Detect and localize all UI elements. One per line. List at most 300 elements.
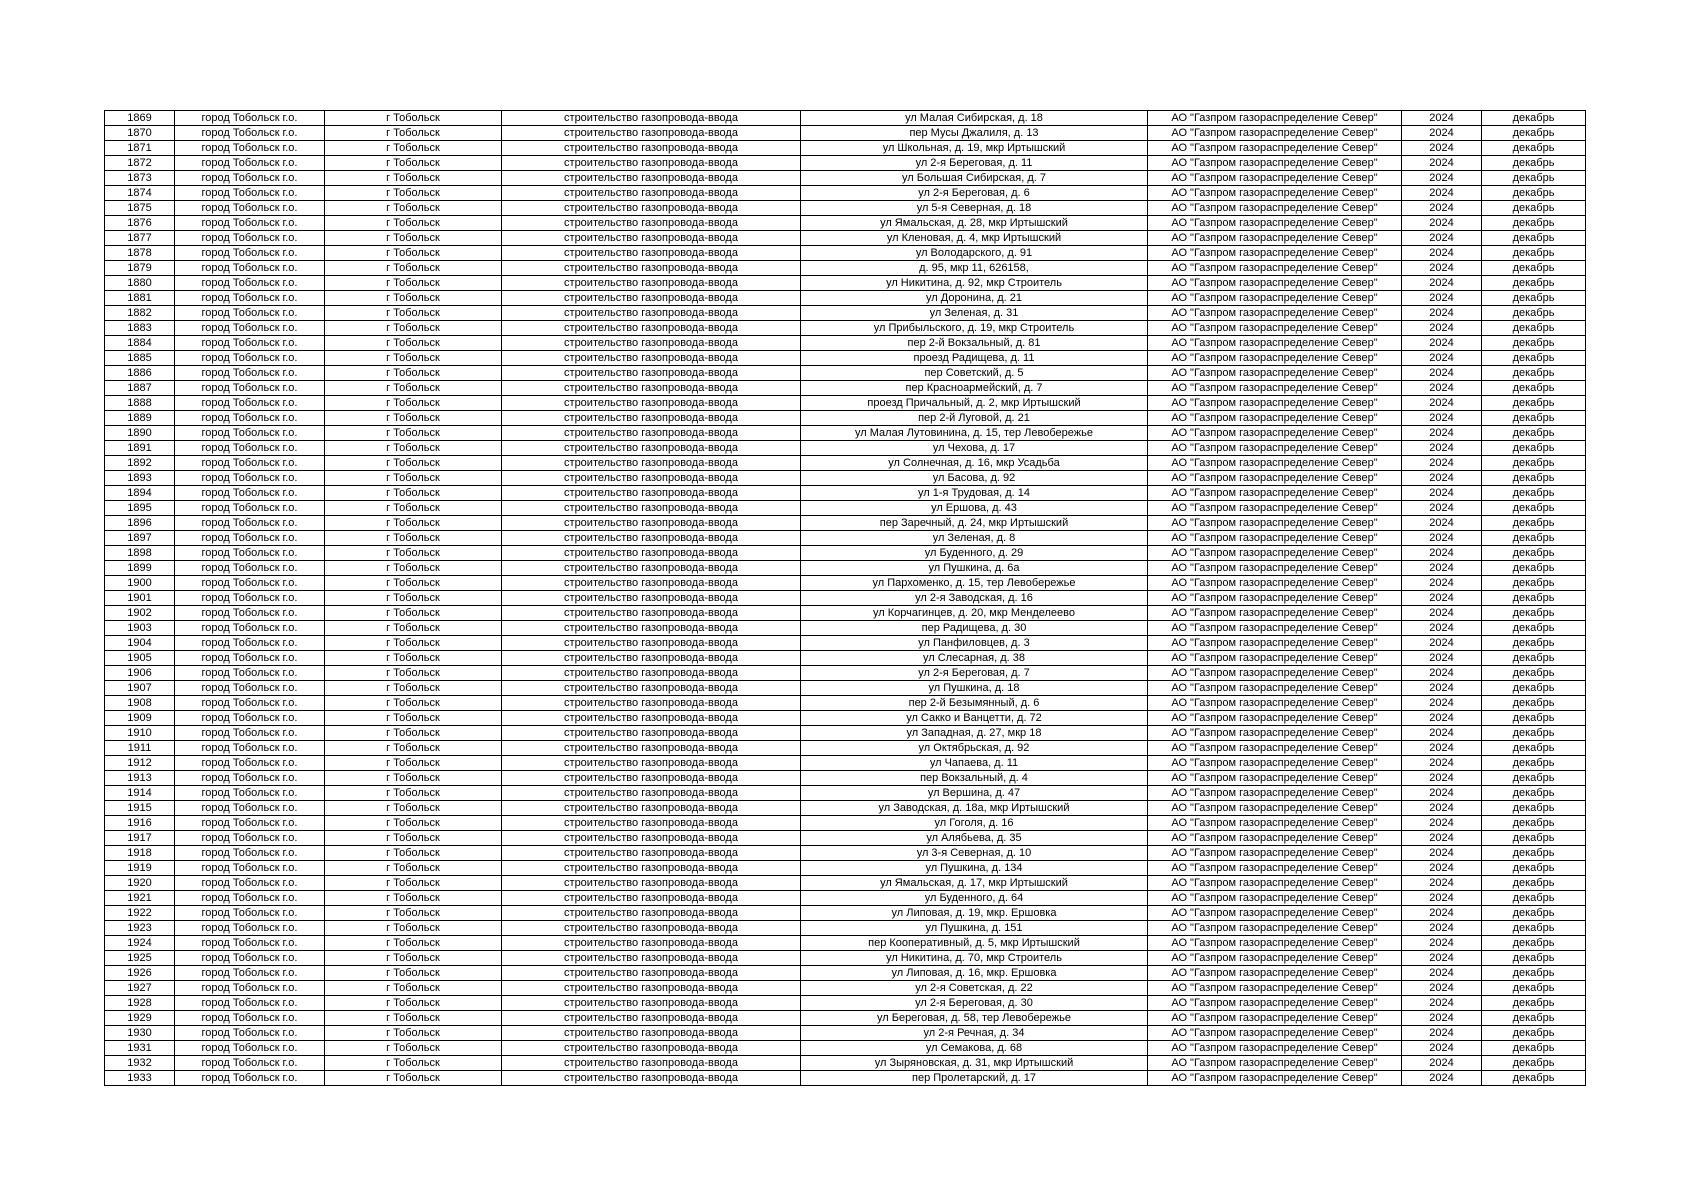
row-number-cell: 1892 [105,456,175,471]
year-cell: 2024 [1402,291,1482,306]
organization-cell: АО "Газпром газораспределение Север" [1148,921,1402,936]
municipality-cell: город Тобольск г.о. [175,531,325,546]
row-number-cell: 1895 [105,501,175,516]
settlement-cell: г Тобольск [325,996,502,1011]
table-row [105,801,1586,816]
row-number-cell: 1894 [105,486,175,501]
work-type-cell: строительство газопровода-ввода [502,276,801,291]
year-cell: 2024 [1402,591,1482,606]
table-row [105,1011,1586,1026]
year-cell: 2024 [1402,801,1482,816]
organization-cell: АО "Газпром газораспределение Север" [1148,696,1402,711]
table-row [105,831,1586,846]
row-number-cell: 1900 [105,576,175,591]
settlement-cell: г Тобольск [325,921,502,936]
municipality-cell: город Тобольск г.о. [175,186,325,201]
table-row [105,576,1586,591]
settlement-cell: г Тобольск [325,1056,502,1071]
work-type-cell: строительство газопровода-ввода [502,471,801,486]
organization-cell: АО "Газпром газораспределение Север" [1148,651,1402,666]
month-cell: декабрь [1482,666,1586,681]
month-cell: декабрь [1482,111,1586,126]
settlement-cell: г Тобольск [325,546,502,561]
month-cell: декабрь [1482,681,1586,696]
work-type-cell: строительство газопровода-ввода [502,216,801,231]
address-cell: пер Вокзальный, д. 4 [801,771,1148,786]
organization-cell: АО "Газпром газораспределение Север" [1148,741,1402,756]
work-type-cell: строительство газопровода-ввода [502,1041,801,1056]
work-type-cell: строительство газопровода-ввода [502,396,801,411]
settlement-cell: г Тобольск [325,351,502,366]
address-cell: ул Заводская, д. 18а, мкр Иртышский [801,801,1148,816]
row-number-cell: 1913 [105,771,175,786]
month-cell: декабрь [1482,981,1586,996]
month-cell: декабрь [1482,366,1586,381]
address-cell: ул 3-я Северная, д. 10 [801,846,1148,861]
row-number-cell: 1879 [105,261,175,276]
work-type-cell: строительство газопровода-ввода [502,936,801,951]
municipality-cell: город Тобольск г.о. [175,396,325,411]
year-cell: 2024 [1402,1056,1482,1071]
row-number-cell: 1890 [105,426,175,441]
address-cell: пер Советский, д. 5 [801,366,1148,381]
organization-cell: АО "Газпром газораспределение Север" [1148,501,1402,516]
organization-cell: АО "Газпром газораспределение Север" [1148,441,1402,456]
organization-cell: АО "Газпром газораспределение Север" [1148,531,1402,546]
year-cell: 2024 [1402,111,1482,126]
municipality-cell: город Тобольск г.о. [175,966,325,981]
table-row [105,636,1586,651]
table-row [105,816,1586,831]
organization-cell: АО "Газпром газораспределение Север" [1148,306,1402,321]
month-cell: декабрь [1482,141,1586,156]
municipality-cell: город Тобольск г.о. [175,651,325,666]
address-cell: ул Никитина, д. 92, мкр Строитель [801,276,1148,291]
work-type-cell: строительство газопровода-ввода [502,366,801,381]
settlement-cell: г Тобольск [325,441,502,456]
organization-cell: АО "Газпром газораспределение Север" [1148,951,1402,966]
row-number-cell: 1914 [105,786,175,801]
month-cell: декабрь [1482,381,1586,396]
settlement-cell: г Тобольск [325,531,502,546]
work-type-cell: строительство газопровода-ввода [502,831,801,846]
work-type-cell: строительство газопровода-ввода [502,861,801,876]
month-cell: декабрь [1482,771,1586,786]
work-type-cell: строительство газопровода-ввода [502,651,801,666]
organization-cell: АО "Газпром газораспределение Север" [1148,231,1402,246]
work-type-cell: строительство газопровода-ввода [502,606,801,621]
month-cell: декабрь [1482,456,1586,471]
organization-cell: АО "Газпром газораспределение Север" [1148,246,1402,261]
organization-cell: АО "Газпром газораспределение Север" [1148,996,1402,1011]
month-cell: декабрь [1482,846,1586,861]
year-cell: 2024 [1402,876,1482,891]
year-cell: 2024 [1402,201,1482,216]
month-cell: декабрь [1482,201,1586,216]
settlement-cell: г Тобольск [325,666,502,681]
settlement-cell: г Тобольск [325,261,502,276]
settlement-cell: г Тобольск [325,216,502,231]
municipality-cell: город Тобольск г.о. [175,201,325,216]
settlement-cell: г Тобольск [325,396,502,411]
year-cell: 2024 [1402,816,1482,831]
settlement-cell: г Тобольск [325,471,502,486]
organization-cell: АО "Газпром газораспределение Север" [1148,426,1402,441]
work-type-cell: строительство газопровода-ввода [502,771,801,786]
address-cell: ул 2-я Береговая, д. 7 [801,666,1148,681]
year-cell: 2024 [1402,306,1482,321]
organization-cell: АО "Газпром газораспределение Север" [1148,516,1402,531]
work-type-cell: строительство газопровода-ввода [502,591,801,606]
settlement-cell: г Тобольск [325,696,502,711]
row-number-cell: 1922 [105,906,175,921]
settlement-cell: г Тобольск [325,591,502,606]
settlement-cell: г Тобольск [325,576,502,591]
organization-cell: АО "Газпром газораспределение Север" [1148,831,1402,846]
organization-cell: АО "Газпром газораспределение Север" [1148,111,1402,126]
month-cell: декабрь [1482,1011,1586,1026]
year-cell: 2024 [1402,501,1482,516]
table-row [105,651,1586,666]
work-type-cell: строительство газопровода-ввода [502,381,801,396]
municipality-cell: город Тобольск г.о. [175,471,325,486]
address-cell: пер Пролетарский, д. 17 [801,1071,1148,1086]
municipality-cell: город Тобольск г.о. [175,516,325,531]
month-cell: декабрь [1482,951,1586,966]
year-cell: 2024 [1402,246,1482,261]
year-cell: 2024 [1402,171,1482,186]
year-cell: 2024 [1402,231,1482,246]
address-cell: ул Буденного, д. 64 [801,891,1148,906]
address-cell: ул Октябрьская, д. 92 [801,741,1148,756]
row-number-cell: 1888 [105,396,175,411]
month-cell: декабрь [1482,786,1586,801]
address-cell: ул 2-я Заводская, д. 16 [801,591,1148,606]
organization-cell: АО "Газпром газораспределение Север" [1148,1041,1402,1056]
month-cell: декабрь [1482,156,1586,171]
row-number-cell: 1928 [105,996,175,1011]
settlement-cell: г Тобольск [325,426,502,441]
year-cell: 2024 [1402,891,1482,906]
table-row [105,366,1586,381]
row-number-cell: 1869 [105,111,175,126]
municipality-cell: город Тобольск г.о. [175,816,325,831]
row-number-cell: 1872 [105,156,175,171]
year-cell: 2024 [1402,906,1482,921]
municipality-cell: город Тобольск г.о. [175,786,325,801]
municipality-cell: город Тобольск г.о. [175,1056,325,1071]
organization-cell: АО "Газпром газораспределение Север" [1148,471,1402,486]
month-cell: декабрь [1482,576,1586,591]
row-number-cell: 1918 [105,846,175,861]
municipality-cell: город Тобольск г.о. [175,636,325,651]
settlement-cell: г Тобольск [325,186,502,201]
month-cell: декабрь [1482,306,1586,321]
address-cell: ул Малая Сибирская, д. 18 [801,111,1148,126]
year-cell: 2024 [1402,516,1482,531]
work-type-cell: строительство газопровода-ввода [502,1026,801,1041]
settlement-cell: г Тобольск [325,156,502,171]
table-row [105,756,1586,771]
settlement-cell: г Тобольск [325,381,502,396]
row-number-cell: 1877 [105,231,175,246]
work-type-cell: строительство газопровода-ввода [502,426,801,441]
organization-cell: АО "Газпром газораспределение Север" [1148,711,1402,726]
table-row [105,486,1586,501]
settlement-cell: г Тобольск [325,936,502,951]
month-cell: декабрь [1482,891,1586,906]
month-cell: декабрь [1482,561,1586,576]
work-type-cell: строительство газопровода-ввода [502,126,801,141]
row-number-cell: 1880 [105,276,175,291]
year-cell: 2024 [1402,861,1482,876]
municipality-cell: город Тобольск г.о. [175,156,325,171]
table-row [105,891,1586,906]
table-row [105,516,1586,531]
month-cell: декабрь [1482,756,1586,771]
year-cell: 2024 [1402,141,1482,156]
year-cell: 2024 [1402,996,1482,1011]
year-cell: 2024 [1402,1011,1482,1026]
address-cell: ул Ямальская, д. 17, мкр Иртышский [801,876,1148,891]
address-cell: ул Чапаева, д. 11 [801,756,1148,771]
row-number-cell: 1899 [105,561,175,576]
settlement-cell: г Тобольск [325,876,502,891]
month-cell: декабрь [1482,531,1586,546]
address-cell: ул 2-я Советская, д. 22 [801,981,1148,996]
address-cell: ул Малая Лутовинина, д. 15, тер Левобережье [801,426,1148,441]
municipality-cell: город Тобольск г.о. [175,366,325,381]
work-type-cell: строительство газопровода-ввода [502,756,801,771]
year-cell: 2024 [1402,786,1482,801]
year-cell: 2024 [1402,411,1482,426]
work-type-cell: строительство газопровода-ввода [502,951,801,966]
work-type-cell: строительство газопровода-ввода [502,981,801,996]
table-row [105,786,1586,801]
table-row [105,321,1586,336]
row-number-cell: 1931 [105,1041,175,1056]
settlement-cell: г Тобольск [325,306,502,321]
year-cell: 2024 [1402,156,1482,171]
table-row [105,1071,1586,1086]
address-cell: ул Пархоменко, д. 15, тер Левобережье [801,576,1148,591]
settlement-cell: г Тобольск [325,1041,502,1056]
table-row [105,951,1586,966]
address-cell: проезд Причальный, д. 2, мкр Иртышский [801,396,1148,411]
organization-cell: АО "Газпром газораспределение Север" [1148,561,1402,576]
row-number-cell: 1924 [105,936,175,951]
work-type-cell: строительство газопровода-ввода [502,636,801,651]
year-cell: 2024 [1402,756,1482,771]
table-row [105,1056,1586,1071]
year-cell: 2024 [1402,546,1482,561]
year-cell: 2024 [1402,216,1482,231]
address-cell: пер 2-й Безымянный, д. 6 [801,696,1148,711]
organization-cell: АО "Газпром газораспределение Север" [1148,666,1402,681]
month-cell: декабрь [1482,741,1586,756]
year-cell: 2024 [1402,666,1482,681]
month-cell: декабрь [1482,1056,1586,1071]
work-type-cell: строительство газопровода-ввода [502,411,801,426]
table-row [105,711,1586,726]
work-type-cell: строительство газопровода-ввода [502,501,801,516]
work-type-cell: строительство газопровода-ввода [502,741,801,756]
municipality-cell: город Тобольск г.о. [175,561,325,576]
organization-cell: АО "Газпром газораспределение Север" [1148,486,1402,501]
organization-cell: АО "Газпром газораспределение Север" [1148,351,1402,366]
address-cell: ул Зыряновская, д. 31, мкр Иртышский [801,1056,1148,1071]
organization-cell: АО "Газпром газораспределение Север" [1148,1056,1402,1071]
row-number-cell: 1926 [105,966,175,981]
row-number-cell: 1905 [105,651,175,666]
table-row [105,141,1586,156]
work-type-cell: строительство газопровода-ввода [502,711,801,726]
work-type-cell: строительство газопровода-ввода [502,141,801,156]
address-cell: ул Западная, д. 27, мкр 18 [801,726,1148,741]
municipality-cell: город Тобольск г.о. [175,336,325,351]
work-type-cell: строительство газопровода-ввода [502,261,801,276]
year-cell: 2024 [1402,336,1482,351]
table-row [105,381,1586,396]
address-cell: ул Ершова, д. 43 [801,501,1148,516]
organization-cell: АО "Газпром газораспределение Север" [1148,171,1402,186]
row-number-cell: 1921 [105,891,175,906]
organization-cell: АО "Газпром газораспределение Север" [1148,126,1402,141]
month-cell: декабрь [1482,1071,1586,1086]
table-row [105,291,1586,306]
settlement-cell: г Тобольск [325,516,502,531]
table-row [105,606,1586,621]
year-cell: 2024 [1402,486,1482,501]
month-cell: декабрь [1482,471,1586,486]
month-cell: декабрь [1482,876,1586,891]
row-number-cell: 1916 [105,816,175,831]
table-row [105,966,1586,981]
address-cell: ул Володарского, д. 91 [801,246,1148,261]
row-number-cell: 1885 [105,351,175,366]
organization-cell: АО "Газпром газораспределение Север" [1148,261,1402,276]
table-row [105,921,1586,936]
work-type-cell: строительство газопровода-ввода [502,456,801,471]
work-type-cell: строительство газопровода-ввода [502,321,801,336]
address-cell: ул Пушкина, д. 18 [801,681,1148,696]
work-type-cell: строительство газопровода-ввода [502,1011,801,1026]
organization-cell: АО "Газпром газораспределение Север" [1148,1071,1402,1086]
row-number-cell: 1907 [105,681,175,696]
address-cell: ул Пушкина, д. 134 [801,861,1148,876]
table-row [105,126,1586,141]
address-cell: ул Корчагинцев, д. 20, мкр Менделеево [801,606,1148,621]
work-type-cell: строительство газопровода-ввода [502,921,801,936]
month-cell: декабрь [1482,336,1586,351]
organization-cell: АО "Газпром газораспределение Север" [1148,576,1402,591]
table-row [105,246,1586,261]
year-cell: 2024 [1402,951,1482,966]
municipality-cell: город Тобольск г.о. [175,576,325,591]
address-cell: ул Зеленая, д. 31 [801,306,1148,321]
address-cell: пер Мусы Джалиля, д. 13 [801,126,1148,141]
row-number-cell: 1896 [105,516,175,531]
work-type-cell: строительство газопровода-ввода [502,816,801,831]
organization-cell: АО "Газпром газораспределение Север" [1148,276,1402,291]
municipality-cell: город Тобольск г.о. [175,726,325,741]
table-row [105,111,1586,126]
municipality-cell: город Тобольск г.о. [175,321,325,336]
row-number-cell: 1881 [105,291,175,306]
municipality-cell: город Тобольск г.о. [175,1071,325,1086]
work-type-cell: строительство газопровода-ввода [502,846,801,861]
table-row [105,1026,1586,1041]
settlement-cell: г Тобольск [325,111,502,126]
organization-cell: АО "Газпром газораспределение Север" [1148,981,1402,996]
year-cell: 2024 [1402,561,1482,576]
table-row [105,981,1586,996]
row-number-cell: 1887 [105,381,175,396]
municipality-cell: город Тобольск г.о. [175,111,325,126]
table-row [105,846,1586,861]
row-number-cell: 1889 [105,411,175,426]
municipality-cell: город Тобольск г.о. [175,891,325,906]
row-number-cell: 1874 [105,186,175,201]
organization-cell: АО "Газпром газораспределение Север" [1148,756,1402,771]
year-cell: 2024 [1402,426,1482,441]
row-number-cell: 1903 [105,621,175,636]
settlement-cell: г Тобольск [325,966,502,981]
organization-cell: АО "Газпром газораспределение Север" [1148,891,1402,906]
work-type-cell: строительство газопровода-ввода [502,246,801,261]
work-type-cell: строительство газопровода-ввода [502,576,801,591]
address-cell: пер Красноармейский, д. 7 [801,381,1148,396]
month-cell: декабрь [1482,321,1586,336]
table-row [105,531,1586,546]
organization-cell: АО "Газпром газораспределение Север" [1148,381,1402,396]
municipality-cell: город Тобольск г.о. [175,1011,325,1026]
year-cell: 2024 [1402,276,1482,291]
municipality-cell: город Тобольск г.о. [175,291,325,306]
municipality-cell: город Тобольск г.о. [175,441,325,456]
settlement-cell: г Тобольск [325,1011,502,1026]
settlement-cell: г Тобольск [325,741,502,756]
address-cell: ул Буденного, д. 29 [801,546,1148,561]
municipality-cell: город Тобольск г.о. [175,696,325,711]
municipality-cell: город Тобольск г.о. [175,141,325,156]
row-number-cell: 1908 [105,696,175,711]
row-number-cell: 1904 [105,636,175,651]
address-cell: ул Ямальская, д. 28, мкр Иртышский [801,216,1148,231]
organization-cell: АО "Газпром газораспределение Север" [1148,771,1402,786]
table-row [105,996,1586,1011]
work-type-cell: строительство газопровода-ввода [502,696,801,711]
month-cell: декабрь [1482,996,1586,1011]
work-type-cell: строительство газопровода-ввода [502,966,801,981]
year-cell: 2024 [1402,351,1482,366]
municipality-cell: город Тобольск г.о. [175,711,325,726]
municipality-cell: город Тобольск г.о. [175,171,325,186]
month-cell: декабрь [1482,486,1586,501]
municipality-cell: город Тобольск г.о. [175,861,325,876]
row-number-cell: 1923 [105,921,175,936]
address-cell: ул Кленовая, д. 4, мкр Иртышский [801,231,1148,246]
municipality-cell: город Тобольск г.о. [175,546,325,561]
municipality-cell: город Тобольск г.о. [175,846,325,861]
address-cell: пер Кооперативный, д. 5, мкр Иртышский [801,936,1148,951]
municipality-cell: город Тобольск г.о. [175,411,325,426]
table-row [105,876,1586,891]
year-cell: 2024 [1402,696,1482,711]
settlement-cell: г Тобольск [325,831,502,846]
year-cell: 2024 [1402,606,1482,621]
row-number-cell: 1906 [105,666,175,681]
